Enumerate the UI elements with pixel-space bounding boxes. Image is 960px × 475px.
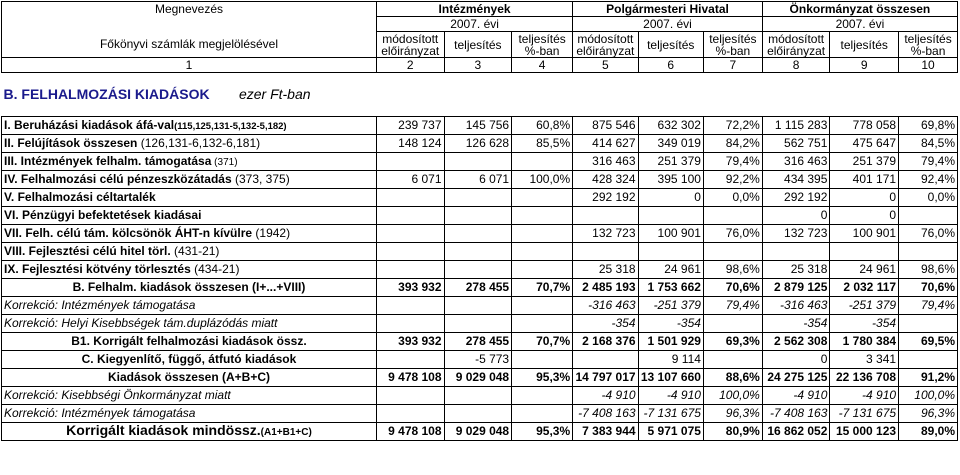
cell-col-5 [573, 207, 638, 225]
cell-col-4 [512, 405, 573, 423]
cell-col-8: 0 [762, 207, 830, 225]
table-row [2, 135, 958, 153]
cell-col-5: 428 324 [573, 171, 638, 189]
cell-col-10: 92,4% [899, 171, 958, 189]
subheader-line1: teljesítés [518, 31, 566, 46]
table-row [2, 351, 958, 369]
cell-col-3 [444, 243, 512, 261]
cell-col-2 [376, 297, 444, 315]
cell-col-8: 132 723 [762, 225, 830, 243]
table-row [2, 423, 958, 441]
table-row [2, 117, 958, 135]
subheader-line2: előirányzat [576, 43, 635, 58]
subheader-line1: módosított [382, 31, 439, 46]
column-number-9: 9 [830, 58, 899, 73]
cell-col-8: -4 910 [762, 387, 830, 405]
subheader-line1: teljesítés [454, 37, 502, 52]
row-label [2, 225, 377, 243]
table-row [2, 279, 958, 297]
cell-col-4: 70,7% [512, 333, 573, 351]
cell-col-4 [512, 387, 573, 405]
cell-col-8: -354 [762, 315, 830, 333]
subheader-1-1 [638, 32, 703, 58]
table-row [2, 387, 958, 405]
table-row [2, 171, 958, 189]
table-row [2, 369, 958, 387]
cell-col-9: 0 [830, 189, 899, 207]
cell-col-2: 9 478 108 [376, 423, 444, 441]
cell-col-7: 88,6% [703, 369, 762, 387]
row-label [2, 135, 377, 153]
subheader-line2: előirányzat [767, 43, 826, 58]
cell-col-9: 3 341 [830, 351, 899, 369]
cell-col-7: 96,3% [703, 405, 762, 423]
cell-col-5 [573, 243, 638, 261]
cell-col-4: 85,5% [512, 135, 573, 153]
column-number-8: 8 [762, 58, 830, 73]
cell-col-5: 25 318 [573, 261, 638, 279]
cell-col-4 [512, 189, 573, 207]
cell-col-3 [444, 153, 512, 171]
row-label [2, 171, 377, 189]
cell-col-10 [899, 207, 958, 225]
cell-col-2 [376, 153, 444, 171]
subheader-line1: teljesítés [709, 31, 757, 46]
cell-col-7 [703, 351, 762, 369]
cell-col-6: 395 100 [638, 171, 703, 189]
section-unit: ezer Ft-ban [238, 85, 311, 102]
cell-col-6: -4 910 [638, 387, 703, 405]
subheader-0-1 [444, 32, 512, 58]
row-label-text: Korrekció: Intézmények támogatása [4, 298, 196, 312]
row-label-codes: (126,131-6,132-6,181) [137, 136, 261, 150]
cell-col-8: 562 751 [762, 135, 830, 153]
row-label [2, 261, 377, 279]
cell-col-5: -354 [573, 315, 638, 333]
cell-col-7 [703, 207, 762, 225]
cell-col-7: 72,2% [703, 117, 762, 135]
cell-col-6 [638, 243, 703, 261]
cell-col-4: 100,0% [512, 171, 573, 189]
cell-col-7: 98,6% [703, 261, 762, 279]
cell-col-8: 1 115 283 [762, 117, 830, 135]
cell-col-7 [703, 315, 762, 333]
cell-col-6: 251 379 [638, 153, 703, 171]
cell-col-3: -5 773 [444, 351, 512, 369]
table-row [2, 261, 958, 279]
row-label [2, 351, 377, 369]
row-label-text: C. Kiegyenlítő, függő, átfutó kiadások [81, 352, 297, 366]
row-label [2, 153, 377, 171]
cell-col-9: 15 000 123 [830, 423, 899, 441]
row-label [2, 333, 377, 351]
cell-col-5: -4 910 [573, 387, 638, 405]
cell-col-8: 434 395 [762, 171, 830, 189]
cell-col-10: 84,5% [899, 135, 958, 153]
cell-col-9: -4 910 [830, 387, 899, 405]
table-row [2, 405, 958, 423]
row-label-text: II. Felújítások összesen [4, 136, 138, 150]
cell-col-3: 9 029 048 [444, 369, 512, 387]
column-number-4: 4 [512, 58, 573, 73]
column-number-6: 6 [638, 58, 703, 73]
cell-col-10: 79,4% [899, 153, 958, 171]
cell-col-9: 2 032 117 [830, 279, 899, 297]
cell-col-5: 414 627 [573, 135, 638, 153]
row-label-text: Korrekció: Helyi Kisebbségek tám.duplázódás miatt [4, 316, 278, 330]
row-label-text: B1. Korrigált felhalmozási kiadások össz. [71, 334, 307, 348]
row-label-codes: (434-21) [190, 262, 240, 276]
table-row [2, 189, 958, 207]
cell-col-5: 316 463 [573, 153, 638, 171]
table-row [2, 243, 958, 261]
cell-col-3 [444, 387, 512, 405]
row-label-text: IX. Fejlesztési kötvény törlesztés [4, 262, 191, 276]
cell-col-8: 0 [762, 351, 830, 369]
cell-col-10: 69,5% [899, 333, 958, 351]
cell-col-10: 79,4% [899, 297, 958, 315]
cell-col-9: 24 961 [830, 261, 899, 279]
year-2: 2007. évi [573, 17, 763, 32]
cell-col-4: 60,8% [512, 117, 573, 135]
expenditure-table [1, 1, 958, 441]
cell-col-7: 92,2% [703, 171, 762, 189]
column-number-10: 10 [899, 58, 958, 73]
header-ledger: Főkönyvi számlák megjelölésével [2, 32, 377, 58]
cell-col-4 [512, 243, 573, 261]
row-label-codes: (115,125,131-5,132-5,182) [174, 120, 287, 132]
group-institutions: Intézmények [376, 2, 572, 17]
cell-col-10 [899, 243, 958, 261]
row-label-text: VI. Pénzügyi befektetések kiadásai [4, 208, 202, 222]
cell-col-9: 778 058 [830, 117, 899, 135]
cell-col-2 [376, 225, 444, 243]
section-header [2, 85, 958, 105]
row-label-text: Korrigált kiadások mindössz. [66, 422, 261, 438]
cell-col-5: 7 383 944 [573, 423, 638, 441]
cell-col-10: 98,6% [899, 261, 958, 279]
cell-col-3: 278 455 [444, 333, 512, 351]
cell-col-6: 1 753 662 [638, 279, 703, 297]
row-label-text: B. Felhalm. kiadások összesen (I+...+VIII) [72, 280, 306, 294]
subheader-line2: %-ban [715, 43, 751, 58]
cell-col-6: -7 131 675 [638, 405, 703, 423]
cell-col-6: 0 [638, 189, 703, 207]
row-label [2, 405, 377, 423]
cell-col-10: 69,8% [899, 117, 958, 135]
row-label [2, 243, 377, 261]
cell-col-2 [376, 189, 444, 207]
cell-col-8: -7 408 163 [762, 405, 830, 423]
cell-col-2: 239 737 [376, 117, 444, 135]
cell-col-10 [899, 315, 958, 333]
cell-col-9: 0 [830, 207, 899, 225]
column-number-3: 3 [444, 58, 512, 73]
subheader-line1: teljesítés [647, 37, 695, 52]
cell-col-9: 475 647 [830, 135, 899, 153]
cell-col-9 [830, 243, 899, 261]
cell-col-5: 2 485 193 [573, 279, 638, 297]
group-total: Önkormányzat összesen [762, 2, 957, 17]
cell-col-8: 316 463 [762, 153, 830, 171]
cell-col-7: 69,3% [703, 333, 762, 351]
cell-col-10: 96,3% [899, 405, 958, 423]
cell-col-8: 2 562 308 [762, 333, 830, 351]
cell-col-2: 9 478 108 [376, 369, 444, 387]
table-row [2, 297, 958, 315]
cell-col-3 [444, 207, 512, 225]
cell-col-9: -354 [830, 315, 899, 333]
subheader-line1: teljesítés [904, 31, 952, 46]
subheader-1-0 [573, 32, 638, 58]
cell-col-4 [512, 315, 573, 333]
row-label-codes: (A1+B1+C) [260, 427, 312, 438]
cell-col-6: 632 302 [638, 117, 703, 135]
cell-col-4 [512, 207, 573, 225]
cell-col-3 [444, 189, 512, 207]
row-label [2, 423, 377, 441]
row-label-text: VIII. Fejlesztési célú hitel törl. [4, 244, 171, 258]
table-row [2, 207, 958, 225]
cell-col-9: 251 379 [830, 153, 899, 171]
subheader-1-2 [703, 32, 762, 58]
cell-col-6: 1 501 929 [638, 333, 703, 351]
cell-col-9: 100 901 [830, 225, 899, 243]
cell-col-3: 9 029 048 [444, 423, 512, 441]
cell-col-9: -7 131 675 [830, 405, 899, 423]
cell-col-9: 1 780 384 [830, 333, 899, 351]
cell-col-8: 2 879 125 [762, 279, 830, 297]
cell-col-2: 148 124 [376, 135, 444, 153]
table-row [2, 333, 958, 351]
cell-col-7: 76,0% [703, 225, 762, 243]
year-1: 2007. évi [376, 17, 572, 32]
cell-col-7: 100,0% [703, 387, 762, 405]
row-label-codes: (371) [211, 156, 238, 168]
table-row [2, 225, 958, 243]
subheader-line2: előirányzat [381, 43, 440, 58]
cell-col-5: 14 797 017 [573, 369, 638, 387]
cell-col-5: 132 723 [573, 225, 638, 243]
cell-col-3 [444, 405, 512, 423]
subheader-2-1 [830, 32, 899, 58]
cell-col-3 [444, 297, 512, 315]
subheader-0-2 [512, 32, 573, 58]
row-label [2, 315, 377, 333]
cell-col-2: 393 932 [376, 333, 444, 351]
cell-col-10: 100,0% [899, 387, 958, 405]
row-label [2, 387, 377, 405]
row-label-text: V. Felhalmozási céltartalék [4, 190, 156, 204]
cell-col-9: 22 136 708 [830, 369, 899, 387]
year-3: 2007. évi [762, 17, 957, 32]
cell-col-3: 6 071 [444, 171, 512, 189]
cell-col-10: 70,6% [899, 279, 958, 297]
row-label-text: IV. Felhalmozási célú pénzeszközátadás [4, 172, 232, 186]
subheader-2-2 [899, 32, 958, 58]
cell-col-7 [703, 243, 762, 261]
cell-col-5: 292 192 [573, 189, 638, 207]
cell-col-7: 70,6% [703, 279, 762, 297]
cell-col-10: 0,0% [899, 189, 958, 207]
column-number-2: 2 [376, 58, 444, 73]
cell-col-6: 13 107 660 [638, 369, 703, 387]
cell-col-7: 0,0% [703, 189, 762, 207]
subheader-line2: %-ban [524, 43, 560, 58]
cell-col-5: 875 546 [573, 117, 638, 135]
table-row [2, 153, 958, 171]
column-number-1: 1 [2, 58, 377, 73]
cell-col-4: 95,3% [512, 369, 573, 387]
cell-col-8 [762, 243, 830, 261]
cell-col-3 [444, 315, 512, 333]
row-label [2, 297, 377, 315]
cell-col-4: 70,7% [512, 279, 573, 297]
subheader-line1: módosított [577, 31, 634, 46]
cell-col-8: 292 192 [762, 189, 830, 207]
cell-col-3 [444, 225, 512, 243]
row-label [2, 117, 377, 135]
row-label [2, 369, 377, 387]
row-label-codes: (1942) [252, 226, 291, 240]
cell-col-2 [376, 405, 444, 423]
subheader-line1: teljesítés [840, 37, 888, 52]
cell-col-8: -316 463 [762, 297, 830, 315]
subheader-line2: %-ban [910, 43, 946, 58]
cell-col-6: 9 114 [638, 351, 703, 369]
cell-col-10: 76,0% [899, 225, 958, 243]
subheader-line1: módosított [768, 31, 825, 46]
cell-col-6: 24 961 [638, 261, 703, 279]
cell-col-6 [638, 207, 703, 225]
subheader-0-0 [376, 32, 444, 58]
row-label-text: VII. Felh. célú tám. kölcsönök ÁHT-n kívülre [4, 226, 253, 240]
row-label-text: Korrekció: Kisebbségi Önkormányzat miatt [4, 388, 231, 402]
row-label-text: Korrekció: Intézmények támogatása [4, 406, 196, 420]
table-row [2, 315, 958, 333]
column-number-5: 5 [573, 58, 638, 73]
row-label [2, 279, 377, 297]
cell-col-6: -354 [638, 315, 703, 333]
cell-col-5: 2 168 376 [573, 333, 638, 351]
cell-col-5: -316 463 [573, 297, 638, 315]
cell-col-9: 401 171 [830, 171, 899, 189]
group-mayors-office: Polgármesteri Hivatal [573, 2, 763, 17]
cell-col-8: 25 318 [762, 261, 830, 279]
cell-col-4 [512, 153, 573, 171]
cell-col-4: 95,3% [512, 423, 573, 441]
cell-col-5 [573, 351, 638, 369]
cell-col-3: 126 628 [444, 135, 512, 153]
cell-col-3: 145 756 [444, 117, 512, 135]
cell-col-2 [376, 243, 444, 261]
row-label [2, 189, 377, 207]
cell-col-4 [512, 351, 573, 369]
cell-col-2 [376, 387, 444, 405]
row-label-text: I. Beruházási kiadások áfá-val [4, 117, 175, 132]
cell-col-7: 84,2% [703, 135, 762, 153]
cell-col-9: -251 379 [830, 297, 899, 315]
cell-col-7: 79,4% [703, 297, 762, 315]
cell-col-4 [512, 297, 573, 315]
cell-col-2 [376, 351, 444, 369]
cell-col-4 [512, 225, 573, 243]
column-number-7: 7 [703, 58, 762, 73]
row-label-codes: (431-21) [170, 244, 220, 258]
row-label-text: III. Intézmények felhalm. támogatása [4, 153, 212, 168]
cell-col-8: 24 275 125 [762, 369, 830, 387]
cell-col-10 [899, 351, 958, 369]
subheader-2-0 [762, 32, 830, 58]
cell-col-2 [376, 315, 444, 333]
cell-col-10: 91,2% [899, 369, 958, 387]
cell-col-8: 16 862 052 [762, 423, 830, 441]
cell-col-10: 89,0% [899, 423, 958, 441]
cell-col-7: 79,4% [703, 153, 762, 171]
cell-col-4 [512, 261, 573, 279]
cell-col-3: 278 455 [444, 279, 512, 297]
cell-col-6: 5 971 075 [638, 423, 703, 441]
cell-col-6: -251 379 [638, 297, 703, 315]
cell-col-2: 393 932 [376, 279, 444, 297]
row-label [2, 207, 377, 225]
cell-col-2 [376, 207, 444, 225]
cell-col-2: 6 071 [376, 171, 444, 189]
cell-col-5: -7 408 163 [573, 405, 638, 423]
row-label-text: Kiadások összesen (A+B+C) [107, 370, 270, 384]
cell-col-7: 80,9% [703, 423, 762, 441]
row-label-codes: (373, 375) [231, 172, 290, 186]
cell-col-2 [376, 261, 444, 279]
cell-col-6: 349 019 [638, 135, 703, 153]
section-title: B. FELHALMOZÁSI KIADÁSOK [3, 85, 210, 102]
cell-col-3 [444, 261, 512, 279]
cell-col-6: 100 901 [638, 225, 703, 243]
header-name: Megnevezés [2, 2, 377, 17]
